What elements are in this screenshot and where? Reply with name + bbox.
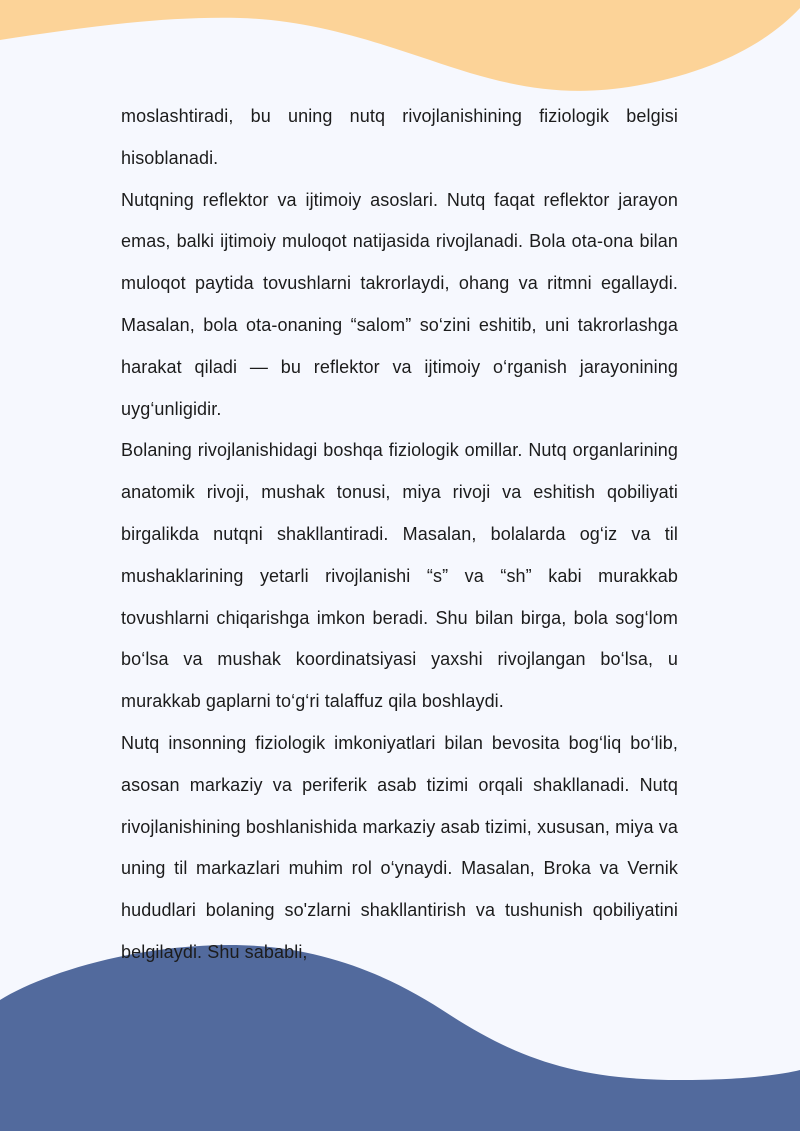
paragraph: Nutqning reflektor va ijtimoiy asoslari. Nutq faqat reflektor jarayon emas, balki ijtimoiy muloqot natijasida rivojlanadi. Bola ota-ona bilan muloqot paytida tovushlarni takrorlaydi, ohang va ritmni egallaydi. Masalan, bola ota-onaning “salom” so‘zini eshitib, uni takrorlashga harakat qiladi — bu reflektor va ijtimoiy o‘rganish jarayonining uyg‘unligidir. [121, 189, 678, 419]
document-body [121, 96, 678, 974]
paragraph: moslashtiradi, bu uning nutq rivojlanishining fiziologik belgisi hisoblanadi. [121, 106, 678, 168]
paragraph: Nutq insonning fiziologik imkoniyatlari bilan bevosita bog‘liq bo‘lib, asosan markaziy va periferik asab tizimi orqali shakllanadi. Nutq rivojlanishining boshlanishida markaziy asab tizimi, xususan, miya va uning til markazlari muhim rol o‘ynaydi. Masalan, Broka va Vernik hududlari bolaning so'zlarni shakllantirish va tushunish qobiliyatini belgilaydi. Shu sababli, [121, 732, 678, 962]
paragraph: Bolaning rivojlanishidagi boshqa fiziologik omillar. Nutq organlarining anatomik rivoji, mushak tonusi, miya rivoji va eshitish qobiliyati birgalikda nutqni shakllantiradi. Masalan, bolalarda og‘iz va til mushaklarining yetarli rivojlanishi “s” va “sh” kabi murakkab tovushlarni chiqarishga imkon beradi. Shu bilan birga, bola sog‘lom bo‘lsa va mushak koordinatsiyasi yaxshi rivojlangan bo‘lsa, u murakkab gaplarni to‘g‘ri talaffuz qila boshlaydi. [121, 440, 678, 712]
